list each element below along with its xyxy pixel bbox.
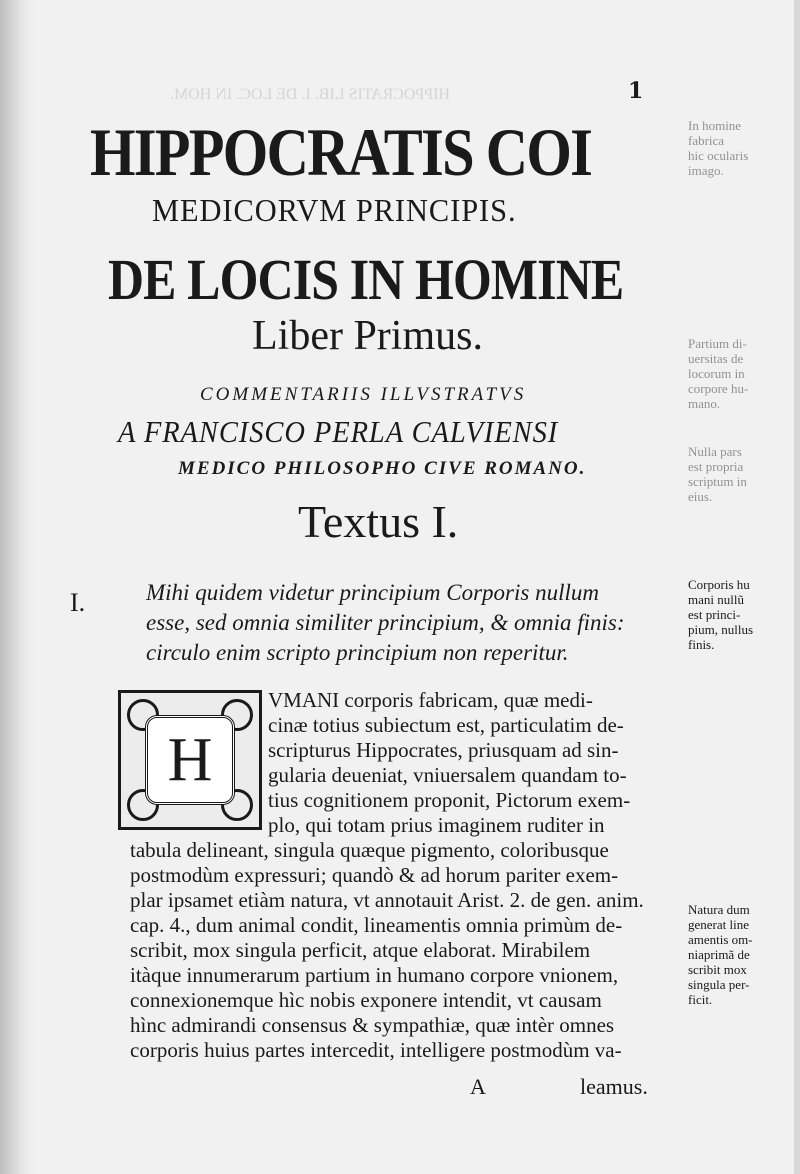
margin-line: est propria — [688, 459, 744, 474]
commentary-line: VMANI corporis fabricam, quæ medi- — [268, 688, 593, 712]
margin-line: est princi- — [688, 607, 741, 622]
bleed-through-header: HIPPOCRATIS LIB. I. DE LOC. IN HOM. — [170, 86, 451, 103]
margin-line: imago. — [688, 163, 724, 178]
margin-line: scriptum in — [688, 474, 747, 489]
commentary-line: plar ipsamet etiàm natura, vt annotauit Arist. 2. de gen. anim. — [130, 888, 644, 912]
margin-line: pium, nullus — [688, 622, 754, 637]
margin-line: In homine — [688, 118, 742, 133]
commentary-line: cap. 4., dum animal condit, lineamentis omnia primùm de- — [130, 913, 623, 937]
margin-line: Natura dum — [688, 902, 750, 917]
book-spine-shadow — [0, 0, 34, 1174]
commentary-line: tius cognitionem proponit, Pictorum exem- — [268, 788, 631, 812]
title-author: HIPPOCRATIS COI — [90, 114, 592, 190]
folio-number: 1 — [628, 78, 644, 104]
margin-line: fabrica — [688, 133, 725, 148]
commentary-line: cinæ totius subiectum est, particulatim de- — [268, 713, 624, 737]
title-work: DE LOCIS IN HOMINE — [108, 247, 624, 312]
margin-line: ficit. — [688, 992, 713, 1007]
commentary-line: connexionemque hìc nobis exponere intendit, vt causam — [130, 988, 602, 1012]
margin-line: generat line — [688, 917, 749, 932]
catchword: leamus. — [580, 1074, 648, 1099]
aphorism-line: Mihi quidem videtur principium Corporis nullum — [146, 580, 599, 605]
aphorism-line: circulo enim scripto principium non reperitur. — [146, 640, 569, 665]
commentary-line: itàque innumerarum partium in humano corpore vnionem, — [130, 963, 619, 987]
commentary-line: hìnc admirandi consensus & sympathiæ, quæ intèr omnes — [130, 1013, 615, 1037]
margin-note-faint — [688, 444, 794, 504]
commentary-line: scripturus Hippocrates, priusquam ad sin- — [268, 738, 619, 762]
margin-line: Corporis hu — [688, 577, 750, 592]
commentary-text — [130, 688, 690, 1063]
margin-line: niaprimã de — [688, 947, 750, 962]
aphorism-line: esse, sed omnia similiter principium, & omnia finis: — [146, 610, 625, 635]
margin-line: locorum in — [688, 366, 745, 381]
page-edge — [794, 0, 800, 1174]
margin-line: eius. — [688, 489, 713, 504]
margin-note-corporis — [688, 577, 794, 652]
margin-line: finis. — [688, 637, 715, 652]
text-number: I. — [70, 588, 86, 617]
commentary-line: corporis huius partes intercedit, intelligere postmodùm va- — [130, 1038, 622, 1062]
section-heading: Textus I. — [298, 496, 459, 547]
signature-mark: A — [470, 1074, 486, 1099]
margin-note-natura — [688, 902, 794, 1007]
commentary-line: gularia deueniat, vniuersalem quandam to- — [268, 763, 627, 787]
title-commentator: A FRANCISCO PERLA CALVIENSI — [118, 414, 559, 449]
margin-line: mano. — [688, 396, 721, 411]
margin-line: corpore hu- — [688, 381, 749, 396]
title-epithet: MEDICORVM PRINCIPIS. — [152, 192, 517, 228]
title-commentator-role: MEDICO PHILOSOPHO CIVE ROMANO. — [178, 458, 587, 479]
margin-line: hic ocularis — [688, 148, 749, 163]
margin-line: amentis om- — [688, 932, 753, 947]
margin-line: mani nullũ — [688, 592, 744, 607]
aphorism-text — [146, 578, 686, 668]
title-book: Liber Primus. — [252, 313, 483, 359]
margin-line: uersitas de — [688, 351, 744, 366]
margin-line: Nulla pars — [688, 444, 742, 459]
margin-note-faint — [688, 118, 794, 178]
margin-note-faint — [688, 336, 794, 411]
initial-letter: H — [145, 715, 235, 805]
commentary-line: scribit, mox singula perficit, atque elaborat. Mirabilem — [130, 938, 591, 962]
commentary-line: tabula delineant, singula quæque pigmento, coloribusque — [130, 838, 609, 862]
margin-line: scribit mox — [688, 962, 747, 977]
margin-line: Partium di- — [688, 336, 747, 351]
title-commentary: COMMENTARIIS ILLVSTRATVS — [200, 384, 527, 405]
commentary-line: plo, qui totam prius imaginem ruditer in — [268, 813, 605, 837]
margin-line: singula per- — [688, 977, 750, 992]
commentary-line: postmodùm expressuri; quandò & ad horum pariter exem- — [130, 863, 619, 887]
